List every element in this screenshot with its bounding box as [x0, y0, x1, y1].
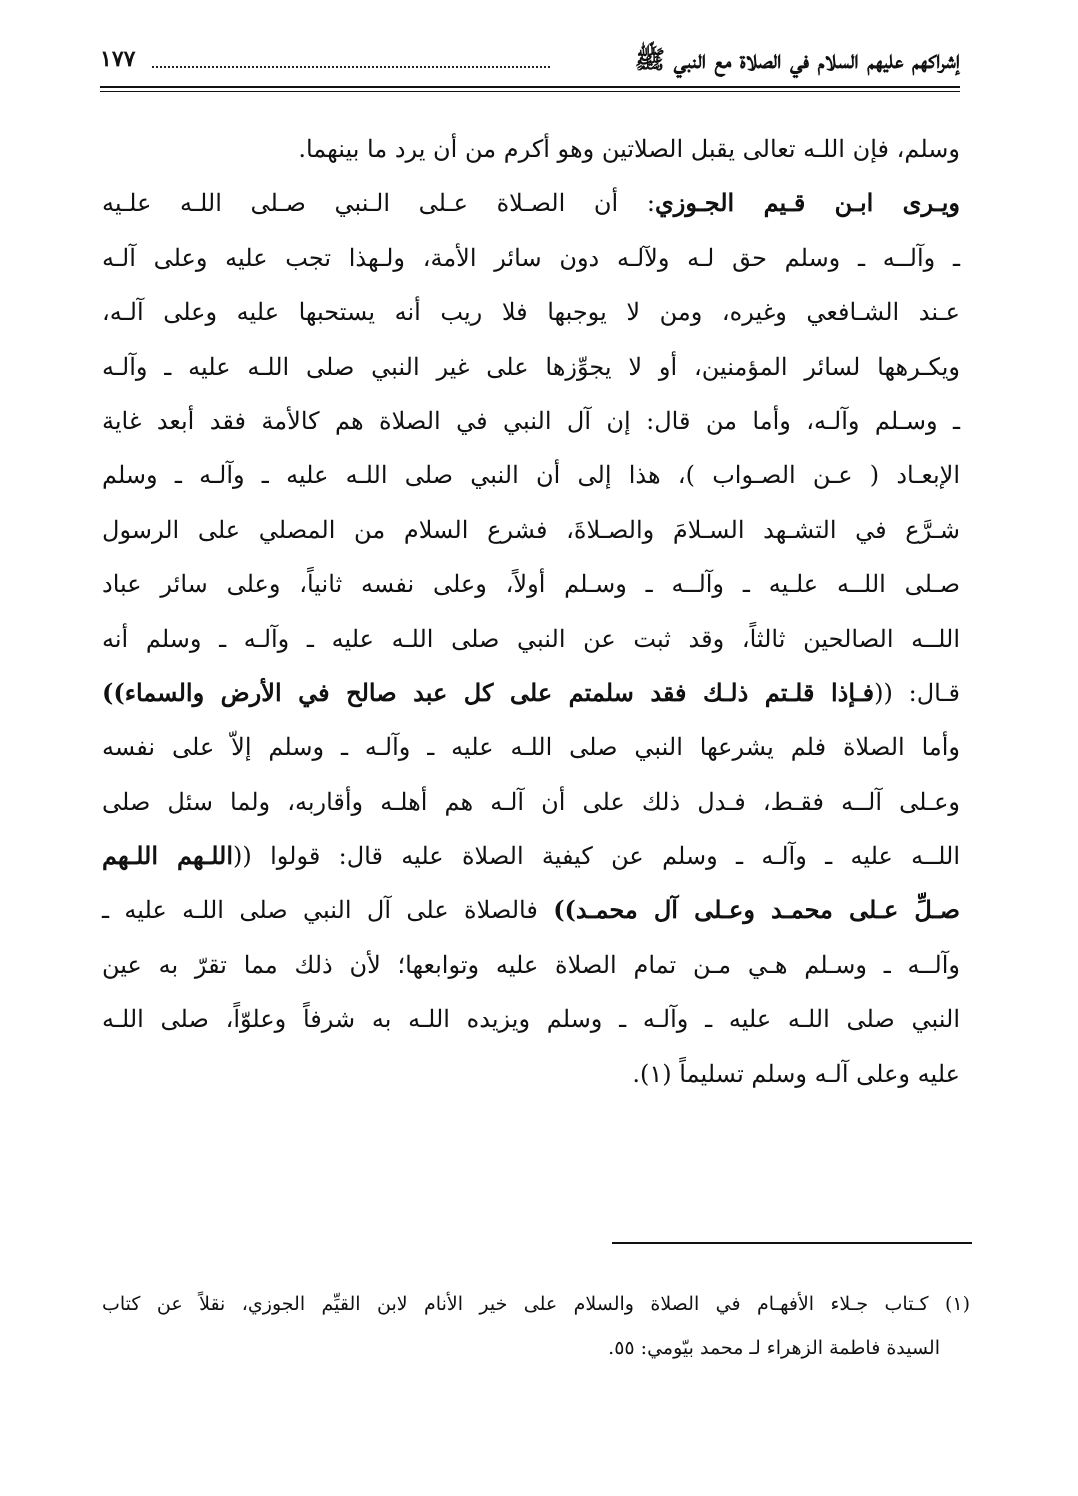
footnotes: [102, 1282, 970, 1370]
footnote-separator: [612, 1242, 972, 1244]
text-line: [102, 775, 960, 829]
text-line: [102, 666, 960, 720]
line-text: وآلــه ـ وسـلم هـي مـن تمام الصلاة عليه وتوابعها؛ لأن ذلك مما تقرّ به عين: [102, 950, 960, 979]
text-line: [102, 720, 960, 774]
text-line: [102, 394, 960, 448]
text-line: [102, 122, 960, 176]
text-line: [102, 557, 960, 611]
line-text: وأما الصلاة فلم يشرعها النبي صلى اللـه عليه ـ وآلـه ـ وسلم إلاّ على نفسه: [102, 733, 960, 762]
line-text: النبي صلى اللـه عليه ـ وآلـه ـ وسلم ويزيده اللـه به شرفاً وعلوّاً، صلى اللـه: [102, 1005, 961, 1034]
text-line: [102, 612, 960, 666]
text-line: [102, 176, 960, 230]
running-header: [100, 38, 960, 90]
page-number: ١٧٧: [100, 46, 136, 72]
text-line: [102, 285, 960, 339]
text-line: [102, 829, 960, 883]
line-text: عليه وعلى آلـه وسلم تسليماً (١).: [632, 1059, 960, 1088]
footnote-line: (١) كـتاب جـلاء الأفهـام في الصلاة والسلام على خير الأنام لابن القيِّم الجوزي، نقلاً عن كتاب: [102, 1293, 970, 1315]
text-line: [102, 340, 960, 394]
text-line: [102, 448, 960, 502]
header-title: إشراكهم عليهم السلام في الصلاة مع النبي ﷺ: [634, 45, 960, 74]
line-text: شـرَّع في التشـهد السـلامَ والصـلاةَ، فشرع السلام من المصلي على الرسول: [102, 515, 960, 544]
line-text: ويكـرهها لسائر المؤمنين، أو لا يجوِّزها على غير النبي صلى اللـه عليه ـ وآلـه: [102, 352, 960, 381]
line-text: ـ وآلــه ـ وسلم حق لـه ولآلـه دون سائر الأمة، ولـهذا تجب عليه وعلى آلـه: [102, 243, 960, 272]
line-text: عـند الشـافعي وغيره، ومن لا يوجبها فلا ريب أنه يستحبها عليه وعلى آلـه،: [102, 298, 960, 327]
text-line: [102, 231, 960, 285]
text-line: [102, 1047, 960, 1101]
line-text: ـ وسـلم وآلـه، وأما من قال: إن آل النبي في الصلاة هم كالأمة فقد أبعد غاية: [102, 406, 961, 435]
footnote-line: السيدة فاطمة الزهراء لـ محمد بيّومي: ٥٥.: [608, 1337, 940, 1359]
line-text: صـلى اللــه علـيه ـ وآلــه ـ وسـلم أولاً، وعلى نفسه ثانياً، وعلى سائر عباد: [102, 570, 960, 599]
line-text: الإبعـاد ( عـن الصـواب )، هذا إلى أن النبي صلى اللـه عليه ـ وآلـه ـ وسلم: [102, 461, 960, 490]
header-rule: [100, 86, 960, 88]
text-line: [102, 883, 960, 937]
line-text: اللــه الصالحين ثالثاً، وقد ثبت عن النبي صلى اللـه عليه ـ وآلـه ـ وسلم أنه: [102, 624, 960, 653]
line-text: وسلم، فإن اللـه تعالى يقبل الصلاتين وهو أكرم من أن يرد ما بينهما.: [298, 135, 960, 163]
text-line: [102, 938, 960, 992]
header-rule-thin: [100, 91, 960, 92]
text-line: [102, 992, 960, 1046]
bold-phrase: اللـهم اللـهم: [102, 841, 234, 871]
bold-phrase: ويـرى ابـن قـيم الجـوزي: [654, 188, 960, 218]
main-text: [102, 122, 960, 1101]
line-text: اللــه عليه ـ وآلـه ـ وسلم عن كيفية الصلاة عليه قال: قولوا ((: [233, 842, 961, 871]
text-line: [102, 503, 960, 557]
bold-phrase: فـإذا قلـتم ذلـك فقد سلمتم على كل عبد صالح في الأرض والسماء)): [102, 677, 875, 707]
header-leader-dots: [152, 46, 550, 68]
bold-phrase: صـلِّ عـلى محمـد وعـلى آل محمـد)): [553, 895, 960, 925]
line-text: وعـلى آلــه فقـط، فـدل ذلك على أن آلـه هم أهلـه وأقاربه، ولما سئل صلى: [102, 787, 960, 816]
line-text: فالصلاة على آل النبي صلى اللـه عليه ـ: [102, 896, 554, 925]
line-text: : أن الصـلاة عـلى الـنبي صـلى اللـه علـيه: [102, 189, 655, 218]
line-text: قـال: ((: [874, 678, 960, 707]
